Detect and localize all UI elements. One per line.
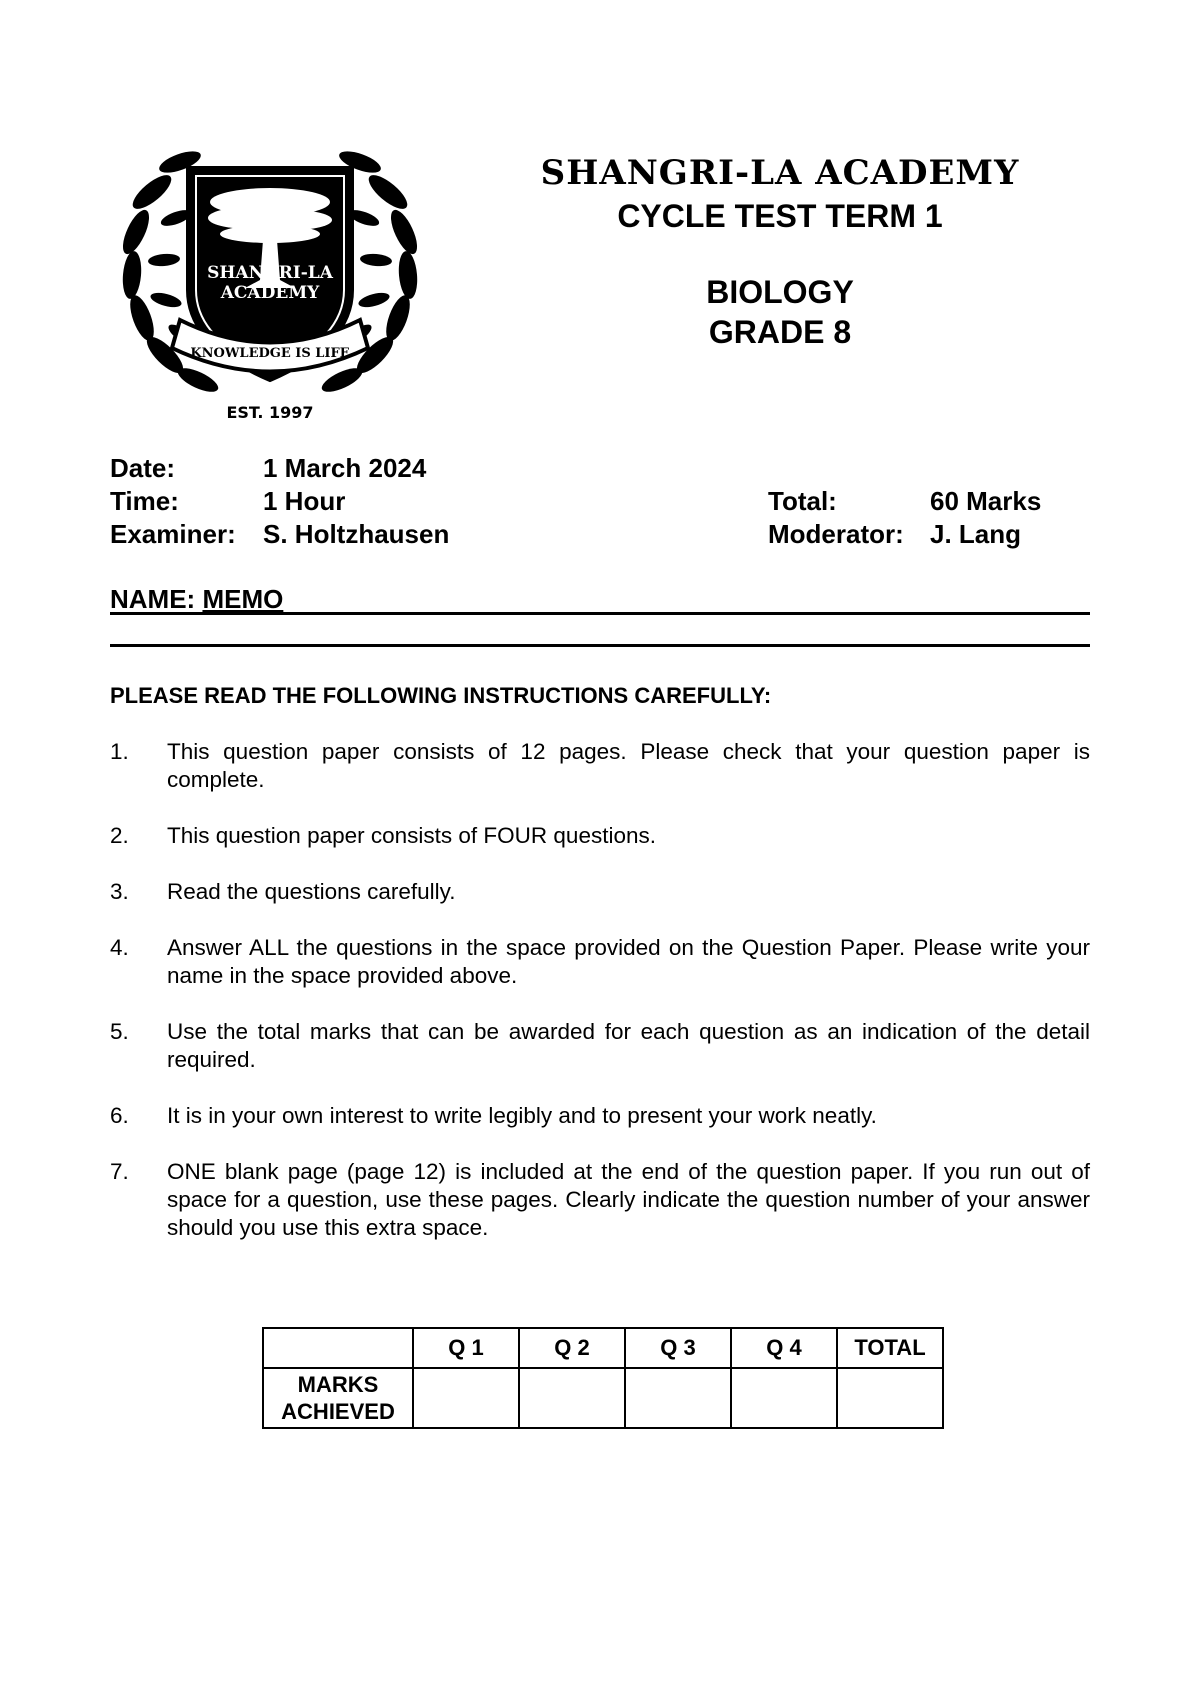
instruction-item: 1. This question paper consists of 12 pages. Please check that your question paper is complete. bbox=[110, 739, 1090, 792]
header-cell-blank bbox=[263, 1328, 413, 1368]
test-name: CYCLE TEST TERM 1 bbox=[617, 198, 943, 234]
marks-table bbox=[262, 1327, 944, 1429]
header-cell-q1: Q 1 bbox=[413, 1328, 519, 1368]
instruction-item: 3. Read the questions carefully. bbox=[110, 879, 456, 904]
subject: BIOLOGY bbox=[706, 274, 854, 310]
date-value: 1 March 2024 bbox=[263, 453, 427, 483]
crest-school-line-2: ACADEMY bbox=[220, 283, 320, 303]
name-label: NAME: bbox=[110, 584, 196, 614]
time-label: Time: bbox=[110, 486, 179, 516]
date-label: Date: bbox=[110, 453, 176, 483]
crest-motto: KNOWLEDGE IS LIFE bbox=[190, 346, 350, 361]
marks-achieved-label: MARKS ACHIEVED bbox=[263, 1368, 413, 1428]
marks-cell-q1[interactable] bbox=[413, 1368, 519, 1428]
exam-info-left bbox=[110, 452, 449, 551]
paper-heading bbox=[520, 150, 1040, 352]
name-underline-second bbox=[110, 644, 1090, 647]
examiner-value: S. Holtzhausen bbox=[263, 519, 450, 549]
marks-cell-total[interactable] bbox=[837, 1368, 943, 1428]
marks-cell-q2[interactable] bbox=[519, 1368, 625, 1428]
time-value: 1 Hour bbox=[263, 486, 346, 516]
total-value: 60 Marks bbox=[930, 486, 1042, 516]
instruction-item: 6. It is in your own interest to write legibly and to present your work neatly. bbox=[110, 1103, 877, 1128]
header-cell-q2: Q 2 bbox=[519, 1328, 625, 1368]
header-cell-q3: Q 3 bbox=[625, 1328, 731, 1368]
name-field[interactable] bbox=[110, 583, 1090, 615]
instructions-title: PLEASE READ THE FOLLOWING INSTRUCTIONS CAREFULLY: bbox=[110, 683, 772, 708]
total-label: Total: bbox=[768, 486, 837, 516]
instruction-item: 7. ONE blank page (page 12) is included at the end of the question paper. If you run out of space for a question, use these pages. Clearly indicate the question number of your answer should you use this extra space. bbox=[110, 1159, 1090, 1240]
marks-cell-q3[interactable] bbox=[625, 1368, 731, 1428]
marks-cell-q4[interactable] bbox=[731, 1368, 837, 1428]
name-value: MEMO bbox=[202, 584, 284, 614]
school-crest-logo bbox=[120, 140, 420, 430]
instruction-item: 4. Answer ALL the questions in the space provided on the Question Paper. Please write your name in the space provided above. bbox=[110, 935, 1090, 988]
name-underline bbox=[110, 612, 1090, 615]
header-cell-q4: Q 4 bbox=[731, 1328, 837, 1368]
moderator-label: Moderator: bbox=[768, 519, 904, 549]
instructions-list bbox=[110, 738, 1090, 1270]
crest-school-line-1: SHANGRI-LA bbox=[207, 263, 333, 283]
school-name: SHANGRI-LA ACADEMY bbox=[540, 153, 1020, 193]
exam-info-right bbox=[768, 485, 1041, 551]
instruction-item: 5. Use the total marks that can be awarded for each question as an indication of the detail required. bbox=[110, 1019, 1090, 1072]
marks-achieved-row bbox=[263, 1368, 943, 1428]
header-cell-total: TOTAL bbox=[837, 1328, 943, 1368]
crest-established: EST. 1997 bbox=[226, 403, 314, 422]
grade: GRADE 8 bbox=[708, 314, 852, 350]
marks-table-header-row bbox=[263, 1328, 943, 1368]
instruction-item: 2. This question paper consists of FOUR questions. bbox=[110, 823, 656, 848]
moderator-value: J. Lang bbox=[930, 519, 1022, 549]
examiner-label: Examiner: bbox=[110, 519, 236, 549]
